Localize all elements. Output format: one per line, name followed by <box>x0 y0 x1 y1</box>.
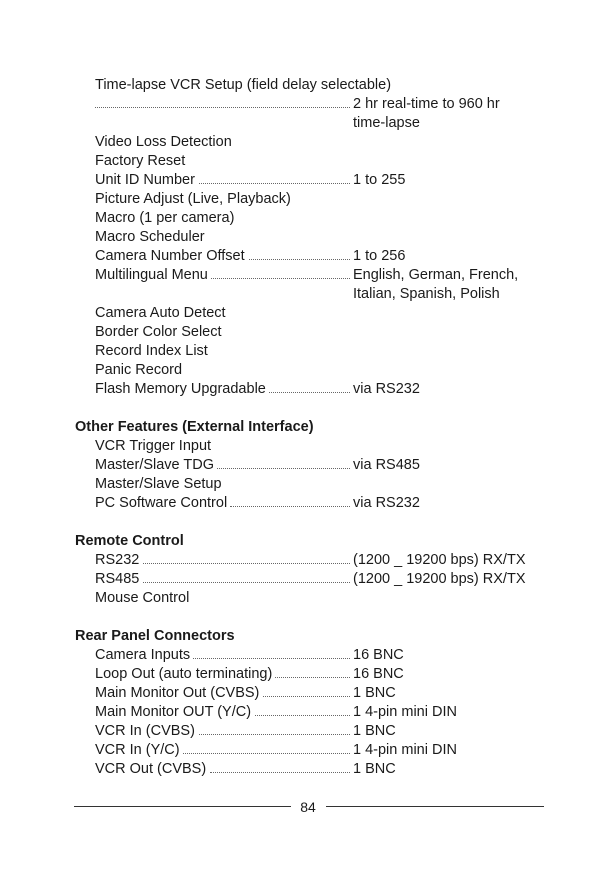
spec-label: Camera Auto Detect <box>95 304 229 323</box>
section-heading: Rear Panel Connectors <box>75 628 235 644</box>
spec-row <box>95 95 535 114</box>
dot-leader <box>197 734 350 735</box>
spec-row <box>95 741 535 760</box>
spec-row <box>95 342 535 361</box>
spec-label: Panic Record <box>95 361 185 380</box>
spec-label: Macro Scheduler <box>95 228 208 247</box>
spec-label: Record Index List <box>95 342 211 361</box>
spec-value: via RS485 <box>353 457 420 473</box>
spec-value: 16 BNC <box>353 666 404 682</box>
spec-row <box>95 266 535 285</box>
spec-row <box>95 570 535 589</box>
spec-label: Border Color Select <box>95 323 225 342</box>
spec-row <box>95 361 535 380</box>
spec-row <box>95 684 535 703</box>
spec-row <box>95 114 535 133</box>
dot-leader <box>215 468 350 469</box>
spec-row <box>95 209 535 228</box>
spec-label: Master/Slave TDG <box>95 456 217 475</box>
spec-value: (1200 _ 19200 bps) RX/TX <box>353 571 526 587</box>
spec-label: VCR Trigger Input <box>95 437 214 456</box>
spec-row <box>95 171 535 190</box>
spec-label: Loop Out (auto terminating) <box>95 665 275 684</box>
spec-row <box>95 760 535 779</box>
dot-leader <box>265 392 350 393</box>
spec-label: Main Monitor Out (CVBS) <box>95 684 262 703</box>
spec-label: Macro (1 per camera) <box>95 209 237 228</box>
dot-leader <box>183 753 350 754</box>
spec-row <box>95 722 535 741</box>
spec-value: 1 BNC <box>353 723 396 739</box>
spec-label: Picture Adjust (Live, Playback) <box>95 190 294 209</box>
spec-label: RS485 <box>95 570 142 589</box>
spec-value: 1 to 255 <box>353 172 406 188</box>
spec-label: VCR Out (CVBS) <box>95 760 209 779</box>
spec-value: 1 to 256 <box>353 248 406 264</box>
page-number: 84 <box>300 799 316 815</box>
spec-row <box>95 380 535 399</box>
spec-row <box>95 456 535 475</box>
dot-leader <box>263 696 350 697</box>
dot-leader <box>255 715 350 716</box>
spec-row <box>95 323 535 342</box>
spec-label: Factory Reset <box>95 152 188 171</box>
spec-row <box>95 152 535 171</box>
spec-row <box>95 475 535 494</box>
spec-label: Mouse Control <box>95 589 192 608</box>
dot-leader <box>230 506 350 507</box>
spec-value: 1 BNC <box>353 685 396 701</box>
spec-row <box>95 133 535 152</box>
spec-row <box>95 665 535 684</box>
spec-label: VCR In (CVBS) <box>95 722 198 741</box>
dot-leader <box>140 563 350 564</box>
spec-label: Master/Slave Setup <box>95 475 225 494</box>
spec-value: time-lapse <box>353 115 420 131</box>
spec-label: Video Loss Detection <box>95 133 235 152</box>
spec-value: via RS232 <box>353 381 420 397</box>
spec-label: Camera Inputs <box>95 646 193 665</box>
spec-row <box>95 76 535 95</box>
footer-rule-left <box>74 806 291 807</box>
spec-label: Unit ID Number <box>95 171 198 190</box>
spec-value: (1200 _ 19200 bps) RX/TX <box>353 552 526 568</box>
spec-label: Time-lapse VCR Setup (field delay selectable) <box>95 76 394 95</box>
spec-row <box>95 703 535 722</box>
spec-row <box>95 589 535 608</box>
spec-row <box>95 551 535 570</box>
spec-value: via RS232 <box>353 495 420 511</box>
spec-label: PC Software Control <box>95 494 230 513</box>
dot-leader <box>95 107 350 108</box>
spec-row <box>95 285 535 304</box>
spec-value: 1 4-pin mini DIN <box>353 704 457 720</box>
spec-value: 1 BNC <box>353 761 396 777</box>
dot-leader <box>192 658 350 659</box>
spec-row <box>95 228 535 247</box>
section-heading: Remote Control <box>75 533 184 549</box>
spec-value: English, German, French, <box>353 267 519 283</box>
spec-label: Flash Memory Upgradable <box>95 380 269 399</box>
spec-row <box>95 247 535 266</box>
section-heading: Other Features (External Interface) <box>75 419 314 435</box>
dot-leader <box>140 582 350 583</box>
spec-label: RS232 <box>95 551 142 570</box>
spec-row <box>95 494 535 513</box>
spec-row <box>95 190 535 209</box>
spec-row <box>95 437 535 456</box>
spec-value: Italian, Spanish, Polish <box>353 286 500 302</box>
spec-row <box>95 646 535 665</box>
dot-leader <box>245 259 350 260</box>
spec-label: Camera Number Offset <box>95 247 248 266</box>
spec-label: VCR In (Y/C) <box>95 741 183 760</box>
footer-rule-right <box>326 806 544 807</box>
spec-value: 2 hr real-time to 960 hr <box>353 96 500 112</box>
spec-value: 16 BNC <box>353 647 404 663</box>
dot-leader <box>210 772 350 773</box>
spec-label: Multilingual Menu <box>95 266 211 285</box>
spec-row <box>95 304 535 323</box>
dot-leader <box>195 183 350 184</box>
spec-value: 1 4-pin mini DIN <box>353 742 457 758</box>
dot-leader <box>275 677 350 678</box>
spec-label: Main Monitor OUT (Y/C) <box>95 703 254 722</box>
dot-leader <box>210 278 350 279</box>
